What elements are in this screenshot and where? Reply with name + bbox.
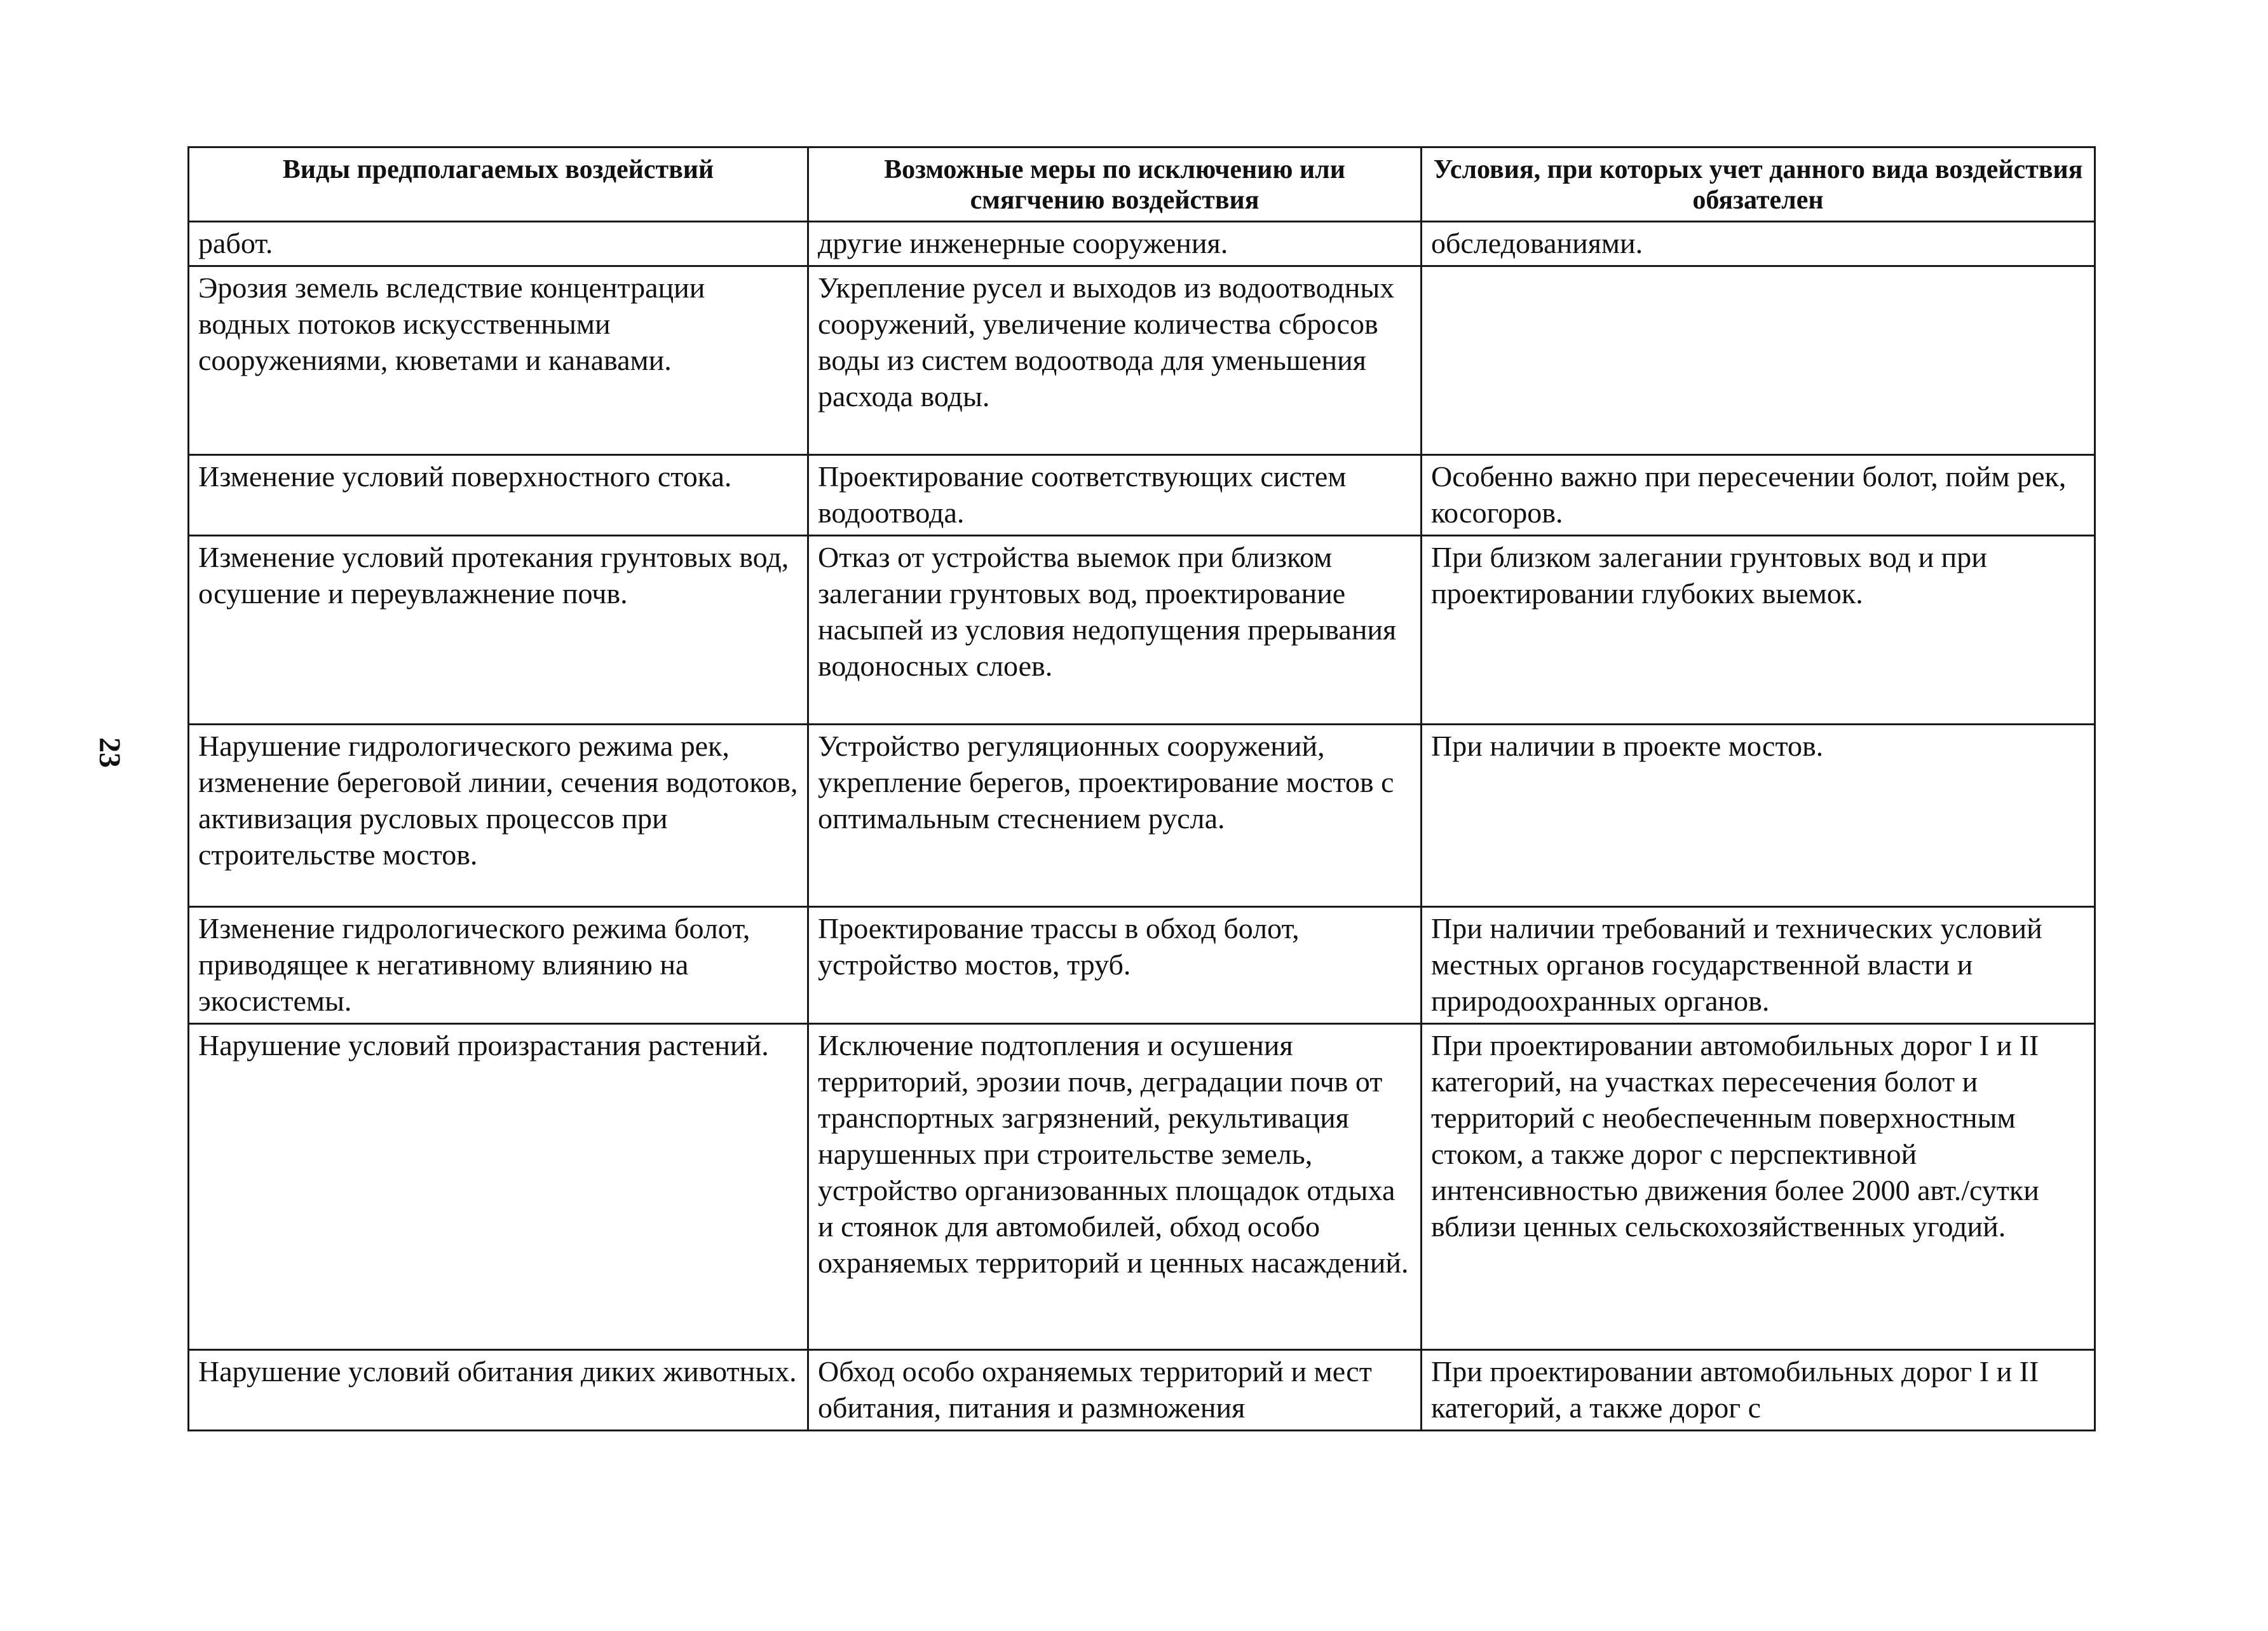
- table-row: [189, 266, 2095, 455]
- header-impact-types: Виды предполагаемых воздействий: [189, 147, 808, 222]
- measures-cell: Проектирование трассы в обход болот, устройство мостов, труб.: [808, 907, 1422, 1024]
- impact-cell: Изменение гидрологического режима болот, приводящее к негативному влиянию на экосистемы.: [189, 907, 808, 1024]
- conditions-cell: При проектировании автомобильных дорог I и II категорий, на участках пересечения болот и территорий с необеспеченным поверхностным стоком, а также дорог с перспективной интенсивностью движения более 2000 авт./сутки вблизи ценных сельскохозяйственных угодий.: [1422, 1024, 2095, 1350]
- table-row: [189, 536, 2095, 725]
- header-row: [189, 147, 2095, 222]
- measures-cell: Устройство регуляционных сооружений, укрепление берегов, проектирование мостов с оптимальным стеснением русла.: [808, 725, 1422, 907]
- impact-cell: Нарушение условий обитания диких животных.: [189, 1350, 808, 1431]
- conditions-cell: [1422, 266, 2095, 455]
- impact-cell: Эрозия земель вследствие концентрации водных потоков искусственными сооружениями, кюветами и канавами.: [189, 266, 808, 455]
- impact-cell: Изменение условий протекания грунтовых вод, осушение и переувлажнение почв.: [189, 536, 808, 725]
- table-row: [189, 725, 2095, 907]
- measures-cell: другие инженерные сооружения.: [808, 222, 1422, 266]
- table-body: [189, 222, 2095, 1431]
- table-row: [189, 1350, 2095, 1431]
- measures-cell: Обход особо охраняемых территорий и мест обитания, питания и размножения: [808, 1350, 1422, 1431]
- table-row: [189, 907, 2095, 1024]
- table-row: [189, 222, 2095, 266]
- header-conditions: Условия, при которых учет данного вида воздействия обязателен: [1422, 147, 2095, 222]
- impact-cell: Изменение условий поверхностного стока.: [189, 455, 808, 536]
- measures-cell: Исключение подтопления и осушения территорий, эрозии почв, деградации почв от транспортных загрязнений, рекультивация нарушенных при строительстве земель, устройство организованных площадок отдыха и стоянок для автомобилей, обход особо охраняемых территорий и ценных насаждений.: [808, 1024, 1422, 1350]
- conditions-cell: При близком залегании грунтовых вод и при проектировании глубоких выемок.: [1422, 536, 2095, 725]
- impact-cell: Нарушение гидрологического режима рек, изменение береговой линии, сечения водотоков, активизация русловых процессов при строительстве мостов.: [189, 725, 808, 907]
- table-row: [189, 1024, 2095, 1350]
- table-header: [189, 147, 2095, 222]
- conditions-cell: Особенно важно при пересечении болот, пойм рек, косогоров.: [1422, 455, 2095, 536]
- conditions-cell: При проектировании автомобильных дорог I и II категорий, а также дорог с: [1422, 1350, 2095, 1431]
- impact-cell: работ.: [189, 222, 808, 266]
- conditions-cell: обследованиями.: [1422, 222, 2095, 266]
- impact-cell: Нарушение условий произрастания растений.: [189, 1024, 808, 1350]
- impact-measures-table: [187, 146, 2096, 1431]
- conditions-cell: При наличии в проекте мостов.: [1422, 725, 2095, 907]
- measures-cell: Отказ от устройства выемок при близком залегании грунтовых вод, проектирование насыпей из условия недопущения прерывания водоносных слоев.: [808, 536, 1422, 725]
- measures-cell: Проектирование соответствующих систем водоотвода.: [808, 455, 1422, 536]
- measures-cell: Укрепление русел и выходов из водоотводных сооружений, увеличение количества сбросов воды из систем водоотвода для уменьшения расхода воды.: [808, 266, 1422, 455]
- table-row: [189, 455, 2095, 536]
- header-mitigation-measures: Возможные меры по исключению или смягчению воздействия: [808, 147, 1422, 222]
- page-number: 23: [93, 737, 126, 768]
- conditions-cell: При наличии требований и технических условий местных органов государственной власти и природоохранных органов.: [1422, 907, 2095, 1024]
